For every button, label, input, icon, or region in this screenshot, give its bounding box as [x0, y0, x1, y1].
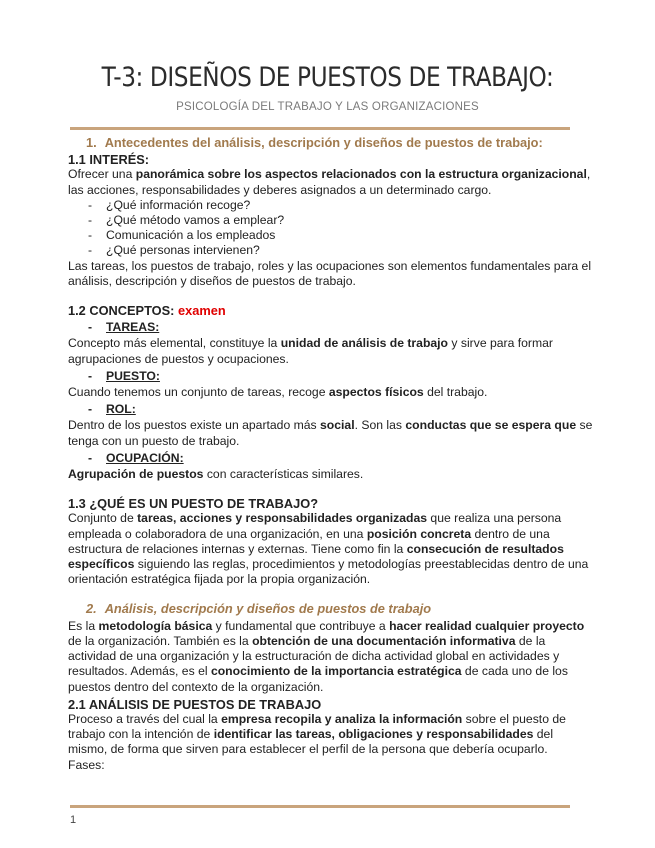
section-2-title: Análisis, descripción y diseños de puestos de trabajo	[104, 601, 432, 617]
page-number: 1	[70, 814, 77, 826]
puesto-definition: Cuando tenemos un conjunto de tareas, recoge aspectos físicos del trabajo.	[68, 385, 488, 400]
document-body	[68, 135, 595, 773]
section-1-number: 1.	[86, 135, 97, 150]
section-2-paragraph: Es la metodología básica y fundamental que contribuye a hacer realidad cualquier proyecto de la organización. También es la obtención de una documentación informativa de la actividad de una organización y la estructuración de dicha actividad global en actividades y resultados. Además, es el conocimiento de la importancia estratégica de cada uno de los puestos dentro del contexto de la organización.	[68, 618, 585, 694]
list-item: - ¿Qué personas intervienen?	[68, 243, 595, 258]
term-rol: - ROL:	[88, 402, 136, 417]
ocupacion-definition: Agrupación de puestos con características similares.	[68, 467, 364, 482]
top-divider	[70, 127, 570, 130]
rol-definition: Dentro de los puestos existe un apartado más social. Son las conductas que se espera que se tenga con un puesto de trabajo.	[68, 418, 593, 448]
list-item: - Comunicación a los empleados	[68, 228, 595, 243]
term-puesto: - PUESTO:	[88, 368, 160, 383]
analisis-paragraph: Proceso a través del cual la empresa recopila y analiza la información sobre el puesto de trabajo con la intención de identificar las tareas, obligaciones y responsabilidades del mismo, de forma que sirven para establecer el perfil de la persona que debería ocuparlo.	[68, 711, 566, 757]
fases-label: Fases:	[68, 757, 105, 772]
list-item: - ¿Qué método vamos a emplear?	[68, 213, 595, 228]
section-2-heading	[68, 601, 595, 616]
section-2-number: 2.	[86, 601, 97, 617]
tareas-definition: Concepto más elemental, constituye la unidad de análisis de trabajo y sirve para formar agrupaciones de puestos y ocupaciones.	[68, 336, 553, 366]
section-1-title: Antecedentes del análisis, descripción y diseños de puestos de trabajo:	[104, 135, 543, 150]
document-title: T-3: DISEÑOS DE PUESTOS DE TRABAJO:	[101, 62, 554, 93]
list-item: - ¿Qué información recoge?	[68, 198, 595, 213]
conceptos-heading: 1.2 CONCEPTOS: examen	[68, 303, 226, 319]
term-tareas: - TAREAS:	[88, 320, 160, 335]
analisis-heading: 2.1 ANÁLISIS DE PUESTOS DE TRABAJO	[68, 696, 322, 712]
interes-heading: 1.1 INTERÉS:	[68, 152, 150, 168]
section-1-heading	[68, 135, 595, 150]
exam-tag: examen	[178, 303, 226, 319]
interes-list	[68, 198, 595, 259]
interes-paragraph-2: Las tareas, los puestos de trabajo, roles y las ocupaciones son elementos fundamentales para el análisis, descripción y diseños de puestos de trabajo.	[68, 258, 592, 288]
document-subtitle: PSICOLOGÍA DEL TRABAJO Y LAS ORGANIZACIONES	[176, 101, 479, 113]
bottom-divider	[70, 805, 570, 808]
que-es-paragraph: Conjunto de tareas, acciones y responsabilidades organizadas que realiza una persona empleada o colaboradora de una organización, en una posición concreta dentro de una estructura de relaciones internas y externas. Tiene como fin la consecución de resultados específicos siguiendo las reglas, procedimientos y metodologías preestablecidas dentro de una orientación estratégica fijada por la propia organización.	[68, 511, 589, 587]
term-ocupacion: - OCUPACIÓN:	[88, 450, 184, 465]
interes-paragraph: Ofrecer una panorámica sobre los aspectos relacionados con la estructura organizacional, las acciones, responsabilidades y deberes asignados a un determinado cargo.	[68, 167, 591, 197]
que-es-heading: 1.3 ¿QUÉ ES UN PUESTO DE TRABAJO?	[68, 496, 319, 512]
